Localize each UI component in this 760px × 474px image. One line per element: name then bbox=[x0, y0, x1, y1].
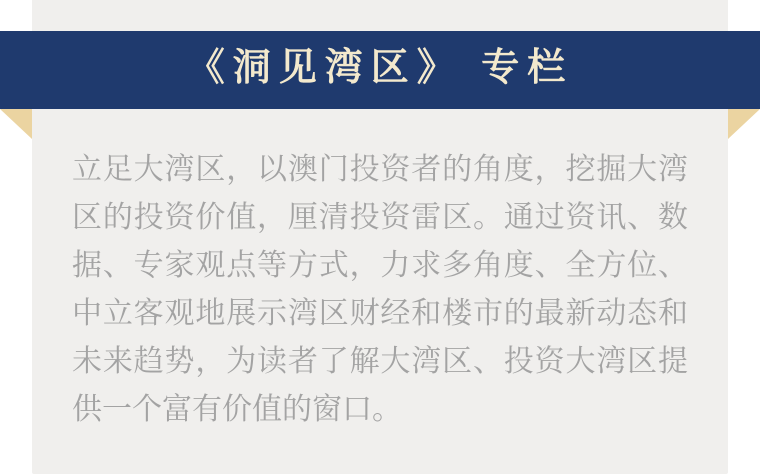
title-ribbon bbox=[0, 31, 760, 109]
description-line: 立足大湾区，以澳门投资者的角度，挖掘大湾 bbox=[72, 153, 688, 186]
column-title: 《洞见湾区》 专栏 bbox=[186, 47, 574, 89]
ribbon-fold-left-triangle bbox=[0, 109, 32, 139]
column-description bbox=[72, 146, 688, 434]
description-line: 中立客观地展示湾区财经和楼市的最新动态和 bbox=[72, 297, 688, 330]
description-line: 据、专家观点等方式，力求多角度、全方位、 bbox=[72, 249, 688, 282]
description-line: 供一个富有价值的窗口。 bbox=[72, 393, 402, 426]
description-line: 未来趋势，为读者了解大湾区、投资大湾区提 bbox=[72, 345, 688, 378]
ribbon-fold-right-triangle bbox=[728, 109, 760, 139]
description-line: 区的投资价值，厘清投资雷区。通过资讯、数 bbox=[72, 201, 688, 234]
